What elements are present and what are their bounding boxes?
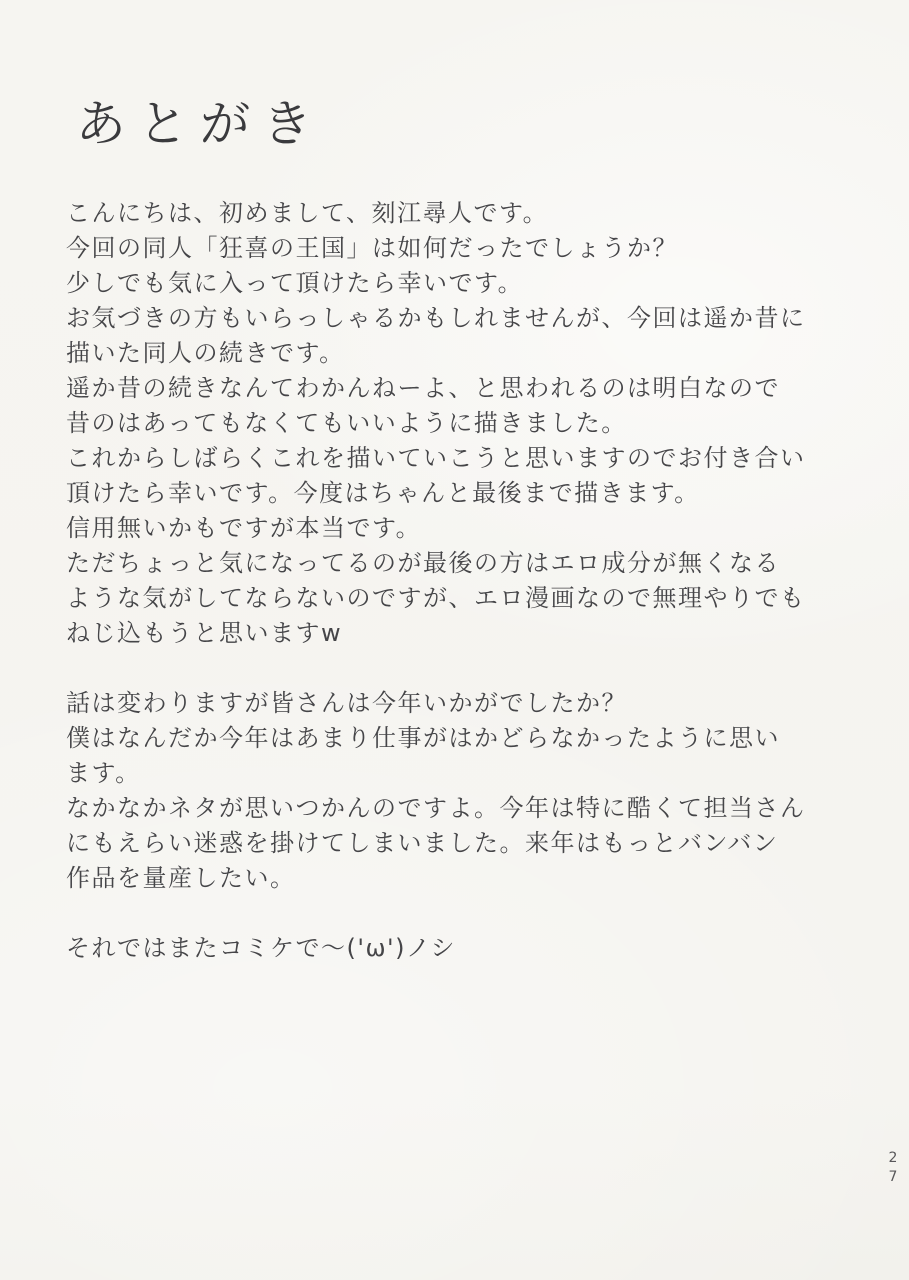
text-line: 話は変わりますが皆さんは今年いかがでしたか？ — [66, 689, 627, 717]
text-line: ような気がしてならないのですが、エロ漫画なので無理やりでも — [66, 584, 806, 612]
text-line: ただちょっと気になってるのが最後の方はエロ成分が無くなる — [66, 549, 780, 577]
paragraph-1 — [66, 196, 806, 651]
text-line: 作品を量産したい。 — [66, 864, 296, 892]
text-line: ます。 — [66, 759, 141, 787]
paragraph-2 — [66, 686, 806, 896]
text-line: 頂けたら幸いです。今度はちゃんと最後まで描きます。 — [66, 479, 700, 507]
paragraph-3 — [66, 931, 806, 966]
text-line: ねじ込もうと思いますw — [66, 619, 343, 647]
text-line: それではまたコミケで～('ω')ノシ — [66, 934, 457, 962]
text-line: 遥か昔の続きなんてわかんねーよ、と思われるのは明白なので — [66, 374, 780, 402]
page-number: 27 — [885, 1150, 901, 1188]
text-line: 信用無いかもですが本当です。 — [66, 514, 422, 542]
text-line: 今回の同人「狂喜の王国」は如何だったでしょうか？ — [66, 234, 678, 262]
text-line: なかなかネタが思いつかんのですよ。今年は特に酷くて担当さん — [66, 794, 806, 822]
text-line: お気づきの方もいらっしゃるかもしれませんが、今回は遥か昔に — [66, 304, 806, 332]
text-line: にもえらい迷惑を掛けてしまいました。来年はもっとバンバン — [66, 829, 779, 857]
afterword-text — [66, 196, 806, 1001]
text-line: 僕はなんだか今年はあまり仕事がはかどらなかったように思い — [66, 724, 780, 752]
text-line: これからしばらくこれを描いていこうと思いますのでお付き合い — [66, 444, 806, 472]
page-title: あとがき — [75, 95, 325, 153]
text-line: 昔のはあってもなくてもいいように描きました。 — [66, 409, 627, 437]
text-line: 少しでも気に入って頂けたら幸いです。 — [66, 269, 524, 297]
text-line: 描いた同人の続きです。 — [66, 339, 345, 367]
text-line: こんにちは、初めまして、刻江尋人です。 — [66, 199, 549, 227]
